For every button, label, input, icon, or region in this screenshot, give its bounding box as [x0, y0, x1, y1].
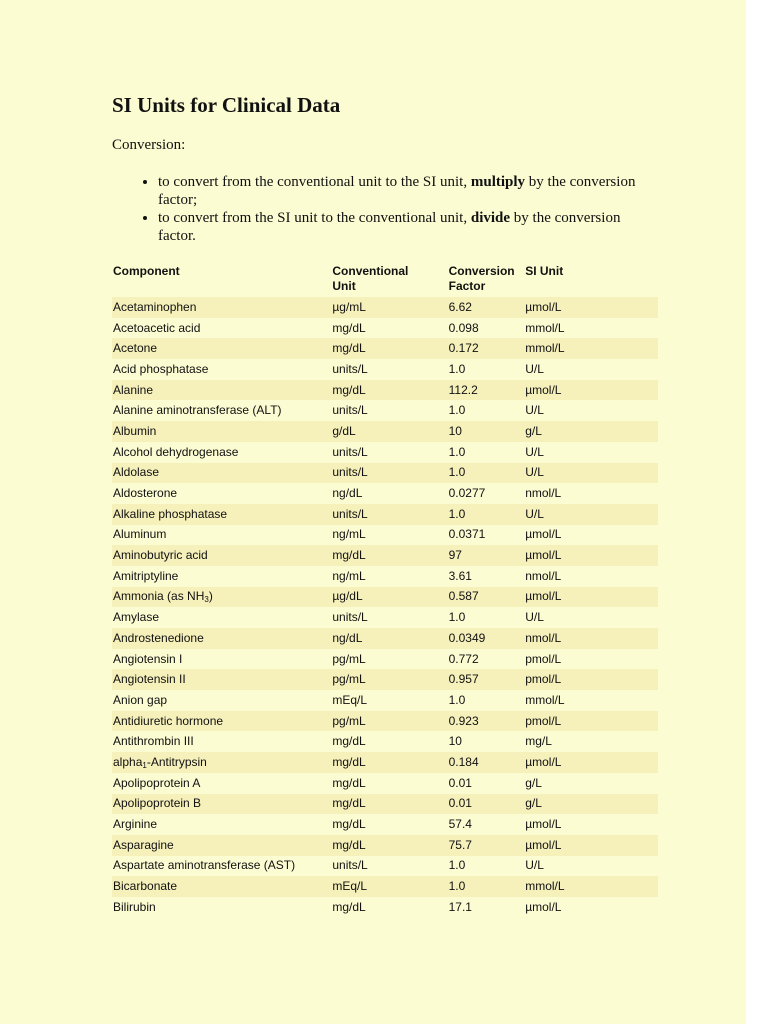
- cell-conversion-factor: 0.587: [448, 587, 525, 608]
- cell-component: Aminobutyric acid: [112, 545, 331, 566]
- cell-conversion-factor: 57.4: [448, 814, 525, 835]
- cell-conventional-unit: mg/dL: [331, 752, 447, 773]
- table-row: [112, 835, 658, 856]
- cell-conventional-unit: ng/dL: [331, 483, 447, 504]
- cell-conventional-unit: mg/dL: [331, 380, 447, 401]
- cell-si-unit: mmol/L: [524, 876, 658, 897]
- cell-conversion-factor: 0.01: [448, 794, 525, 815]
- cell-conventional-unit: µg/dL: [331, 587, 447, 608]
- cell-conventional-unit: mg/dL: [331, 773, 447, 794]
- cell-conversion-factor: 0.957: [448, 669, 525, 690]
- cell-component: Acetoacetic acid: [112, 318, 331, 339]
- cell-si-unit: U/L: [524, 607, 658, 628]
- table-row: [112, 897, 658, 918]
- table-row: [112, 773, 658, 794]
- cell-conventional-unit: units/L: [331, 359, 447, 380]
- cell-conventional-unit: pg/mL: [331, 669, 447, 690]
- cell-si-unit: µmol/L: [524, 297, 658, 318]
- table-row: [112, 669, 658, 690]
- cell-si-unit: U/L: [524, 856, 658, 877]
- cell-component: Anion gap: [112, 690, 331, 711]
- table-row: [112, 876, 658, 897]
- cell-si-unit: mmol/L: [524, 318, 658, 339]
- cell-conversion-factor: 1.0: [448, 504, 525, 525]
- cell-conventional-unit: mg/dL: [331, 731, 447, 752]
- cell-conversion-factor: 0.098: [448, 318, 525, 339]
- cell-component: Acid phosphatase: [112, 359, 331, 380]
- cell-si-unit: µmol/L: [524, 545, 658, 566]
- cell-si-unit: U/L: [524, 359, 658, 380]
- cell-conventional-unit: ng/dL: [331, 628, 447, 649]
- cell-si-unit: nmol/L: [524, 628, 658, 649]
- rule-text: to convert from the SI unit to the conventional unit,: [158, 210, 471, 226]
- cell-si-unit: mmol/L: [524, 690, 658, 711]
- table-row: [112, 628, 658, 649]
- cell-conversion-factor: 0.01: [448, 773, 525, 794]
- cell-conversion-factor: 1.0: [448, 400, 525, 421]
- rule-text: to convert from the conventional unit to the SI unit,: [158, 174, 471, 190]
- cell-conventional-unit: units/L: [331, 504, 447, 525]
- page-title: SI Units for Clinical Data: [112, 93, 341, 117]
- cell-conversion-factor: 10: [448, 731, 525, 752]
- column-header-si-unit: SI Unit: [524, 262, 658, 297]
- cell-si-unit: U/L: [524, 400, 658, 421]
- table-row: [112, 587, 658, 608]
- cell-component: Amitriptyline: [112, 566, 331, 587]
- cell-si-unit: pmol/L: [524, 669, 658, 690]
- cell-conversion-factor: 0.0277: [448, 483, 525, 504]
- cell-conversion-factor: 0.172: [448, 338, 525, 359]
- table-row: [112, 607, 658, 628]
- cell-conventional-unit: pg/mL: [331, 711, 447, 732]
- cell-si-unit: U/L: [524, 442, 658, 463]
- cell-component: Acetone: [112, 338, 331, 359]
- cell-component: Alkaline phosphatase: [112, 504, 331, 525]
- cell-si-unit: nmol/L: [524, 483, 658, 504]
- table-row: [112, 483, 658, 504]
- table-row: [112, 442, 658, 463]
- cell-component: Acetaminophen: [112, 297, 331, 318]
- cell-conventional-unit: mg/dL: [331, 897, 447, 918]
- table-row: [112, 566, 658, 587]
- cell-conventional-unit: units/L: [331, 400, 447, 421]
- table-row: [112, 856, 658, 877]
- cell-component: Angiotensin II: [112, 669, 331, 690]
- cell-si-unit: pmol/L: [524, 649, 658, 670]
- table-row: [112, 380, 658, 401]
- table-row: [112, 400, 658, 421]
- cell-conventional-unit: units/L: [331, 607, 447, 628]
- cell-component: Arginine: [112, 814, 331, 835]
- table-row: [112, 731, 658, 752]
- table-row: [112, 649, 658, 670]
- cell-component: Angiotensin I: [112, 649, 331, 670]
- cell-conversion-factor: 0.772: [448, 649, 525, 670]
- cell-component: Antidiuretic hormone: [112, 711, 331, 732]
- table-row: [112, 814, 658, 835]
- cell-conventional-unit: mg/dL: [331, 545, 447, 566]
- cell-conversion-factor: 1.0: [448, 359, 525, 380]
- cell-si-unit: U/L: [524, 504, 658, 525]
- table-row: [112, 752, 658, 773]
- rule-text: by the conversion factor;: [158, 174, 636, 208]
- cell-component: Albumin: [112, 421, 331, 442]
- column-header-conversion-factor: Conversion Factor: [448, 262, 525, 297]
- rule-keyword: divide: [470, 210, 511, 226]
- cell-conversion-factor: 0.0349: [448, 628, 525, 649]
- cell-component: Antithrombin III: [112, 731, 331, 752]
- cell-conventional-unit: ng/mL: [331, 566, 447, 587]
- cell-si-unit: µmol/L: [524, 525, 658, 546]
- cell-si-unit: mmol/L: [524, 338, 658, 359]
- cell-si-unit: µmol/L: [524, 814, 658, 835]
- cell-conversion-factor: 1.0: [448, 856, 525, 877]
- cell-si-unit: µmol/L: [524, 897, 658, 918]
- cell-component: Asparagine: [112, 835, 331, 856]
- cell-conversion-factor: 1.0: [448, 690, 525, 711]
- column-header-component: Component: [112, 262, 331, 297]
- rule-multiply: [158, 173, 658, 209]
- cell-component: alpha$_1$-Antitrypsin: [112, 752, 331, 773]
- conversion-intro: Conversion:: [112, 137, 186, 153]
- cell-conversion-factor: 97: [448, 545, 525, 566]
- cell-conventional-unit: mg/dL: [331, 794, 447, 815]
- si-units-table: [112, 262, 658, 918]
- cell-conventional-unit: mg/dL: [331, 835, 447, 856]
- cell-conversion-factor: 1.0: [448, 442, 525, 463]
- cell-conversion-factor: 0.923: [448, 711, 525, 732]
- table-row: [112, 421, 658, 442]
- table-row: [112, 711, 658, 732]
- cell-component: Aluminum: [112, 525, 331, 546]
- cell-conventional-unit: mEq/L: [331, 690, 447, 711]
- cell-si-unit: g/L: [524, 773, 658, 794]
- cell-component: Ammonia (as $NH_3$): [112, 587, 331, 608]
- table-row: [112, 338, 658, 359]
- cell-conventional-unit: units/L: [331, 856, 447, 877]
- cell-component: Apolipoprotein B: [112, 794, 331, 815]
- table-row: [112, 359, 658, 380]
- table-row: [112, 690, 658, 711]
- cell-conventional-unit: mg/dL: [331, 318, 447, 339]
- cell-conventional-unit: mEq/L: [331, 876, 447, 897]
- cell-component: Bilirubin: [112, 897, 331, 918]
- cell-si-unit: µmol/L: [524, 587, 658, 608]
- rule-text: by the conversion factor.: [158, 210, 621, 244]
- table-row: [112, 504, 658, 525]
- conversion-rules: [112, 173, 658, 245]
- cell-component: Androstenedione: [112, 628, 331, 649]
- cell-conventional-unit: pg/mL: [331, 649, 447, 670]
- rule-keyword: multiply: [470, 174, 526, 190]
- table-row: [112, 525, 658, 546]
- cell-component: Apolipoprotein A: [112, 773, 331, 794]
- cell-si-unit: pmol/L: [524, 711, 658, 732]
- cell-si-unit: mg/L: [524, 731, 658, 752]
- cell-si-unit: U/L: [524, 463, 658, 484]
- cell-conversion-factor: 112.2: [448, 380, 525, 401]
- cell-conversion-factor: 0.0371: [448, 525, 525, 546]
- cell-component: Amylase: [112, 607, 331, 628]
- cell-component: Alanine aminotransferase (ALT): [112, 400, 331, 421]
- cell-conversion-factor: 0.184: [448, 752, 525, 773]
- table-row: [112, 463, 658, 484]
- cell-component: Aldosterone: [112, 483, 331, 504]
- cell-conversion-factor: 10: [448, 421, 525, 442]
- cell-conventional-unit: g/dL: [331, 421, 447, 442]
- table-body: [112, 297, 658, 918]
- page-edge: [746, 0, 768, 1024]
- cell-conversion-factor: 1.0: [448, 607, 525, 628]
- rule-divide: [158, 209, 658, 245]
- cell-si-unit: g/L: [524, 421, 658, 442]
- cell-component: Aldolase: [112, 463, 331, 484]
- cell-component: Alcohol dehydrogenase: [112, 442, 331, 463]
- cell-conventional-unit: units/L: [331, 442, 447, 463]
- cell-component: Aspartate aminotransferase (AST): [112, 856, 331, 877]
- table-header-row: [112, 262, 658, 297]
- cell-si-unit: µmol/L: [524, 752, 658, 773]
- cell-conventional-unit: mg/dL: [331, 814, 447, 835]
- cell-conversion-factor: 75.7: [448, 835, 525, 856]
- cell-conventional-unit: µg/mL: [331, 297, 447, 318]
- table-row: [112, 545, 658, 566]
- cell-si-unit: nmol/L: [524, 566, 658, 587]
- cell-conversion-factor: 1.0: [448, 463, 525, 484]
- cell-component: Alanine: [112, 380, 331, 401]
- cell-si-unit: µmol/L: [524, 835, 658, 856]
- cell-conventional-unit: mg/dL: [331, 338, 447, 359]
- table-row: [112, 297, 658, 318]
- cell-conventional-unit: units/L: [331, 463, 447, 484]
- cell-component: Bicarbonate: [112, 876, 331, 897]
- cell-conversion-factor: 17.1: [448, 897, 525, 918]
- cell-conversion-factor: 1.0: [448, 876, 525, 897]
- table-row: [112, 318, 658, 339]
- table-row: [112, 794, 658, 815]
- cell-si-unit: µmol/L: [524, 380, 658, 401]
- column-header-conventional-unit: Conventional Unit: [331, 262, 447, 297]
- cell-conversion-factor: 6.62: [448, 297, 525, 318]
- cell-conventional-unit: ng/mL: [331, 525, 447, 546]
- cell-si-unit: g/L: [524, 794, 658, 815]
- cell-conversion-factor: 3.61: [448, 566, 525, 587]
